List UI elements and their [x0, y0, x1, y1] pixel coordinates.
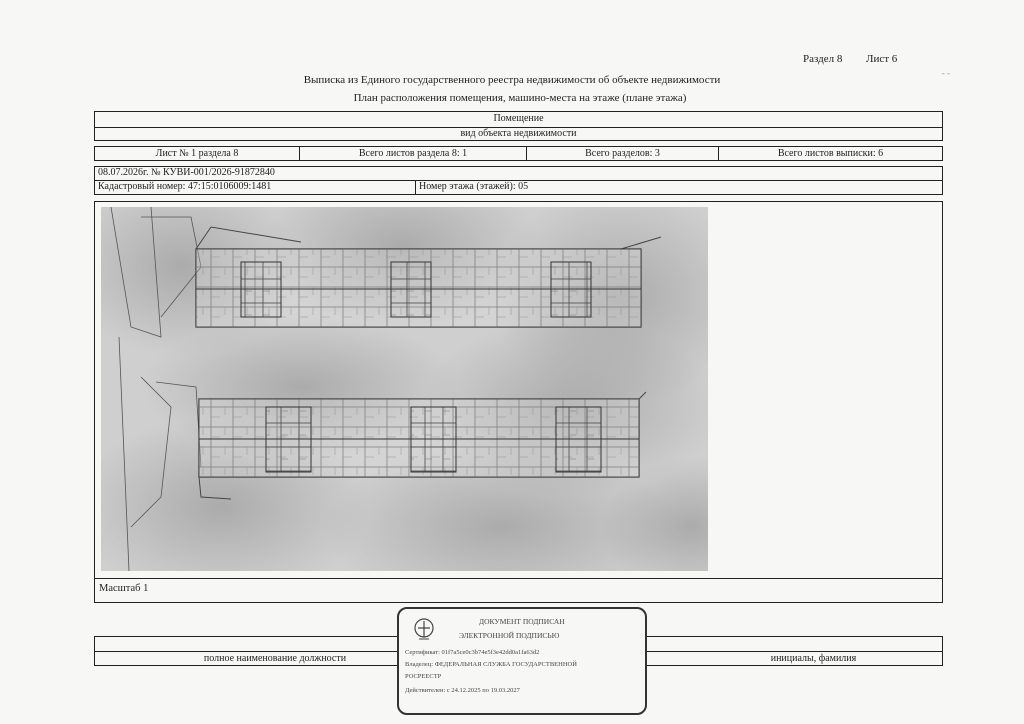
emblem-icon	[413, 617, 435, 643]
cadastral-number: Кадастровый номер: 47:15:0106009:1481	[98, 181, 272, 192]
total-sheets-section: Всего листов раздела 8: 1	[358, 148, 468, 159]
initials-label: инициалы, фамилия	[770, 653, 857, 664]
plan-scale: Масштаб 1	[99, 583, 149, 594]
position-label: полное наименование должности	[203, 653, 347, 664]
stamp-line-4: Владелец: ФЕДЕРАЛЬНАЯ СЛУЖБА ГОСУДАРСТВЕННОЙ	[405, 661, 577, 668]
sheet-label: Лист 6	[866, 53, 898, 65]
stamp-line-1: ДОКУМЕНТ ПОДПИСАН	[479, 617, 565, 626]
total-sheets-extract: Всего листов выписки: 6	[777, 148, 884, 159]
total-sections: Всего разделов: 3	[585, 148, 660, 159]
sheet-number: Лист № 1 раздела 8	[155, 148, 239, 159]
object-table	[94, 111, 943, 141]
sheet-info-row	[94, 146, 943, 161]
stamp-line-6: Действителен: с 24.12.2025 по 19.03.2027	[405, 687, 520, 694]
e-signature-stamp	[397, 607, 647, 715]
stamp-line-2: ЭЛЕКТРОННОЙ ПОДПИСЬЮ	[459, 631, 560, 640]
object-kind: вид объекта недвижимости	[460, 128, 577, 139]
floor-number: Номер этажа (этажей): 05	[419, 181, 529, 192]
stamp-line-3: Сертификат: 01f7a5ce0c3b74e5f3e42dd0a1fa63d2	[405, 649, 540, 656]
object-premises: Помещение	[493, 113, 544, 124]
floor-plan-image	[101, 207, 708, 571]
scan-mark: - -	[941, 68, 950, 78]
document-title: Выписка из Единого государственного реестра недвижимости об объекте недвижимости	[303, 74, 721, 86]
section-label: Раздел 8	[803, 53, 843, 65]
document-subtitle: План расположения помещения, машино-места на этаже (плане этажа)	[353, 92, 687, 104]
record-table	[94, 166, 943, 195]
record-date-number: 08.07.2026г. № КУВИ-001/2026-91872840	[98, 167, 275, 178]
stamp-line-5: РОСРЕЕСТР	[405, 673, 442, 680]
